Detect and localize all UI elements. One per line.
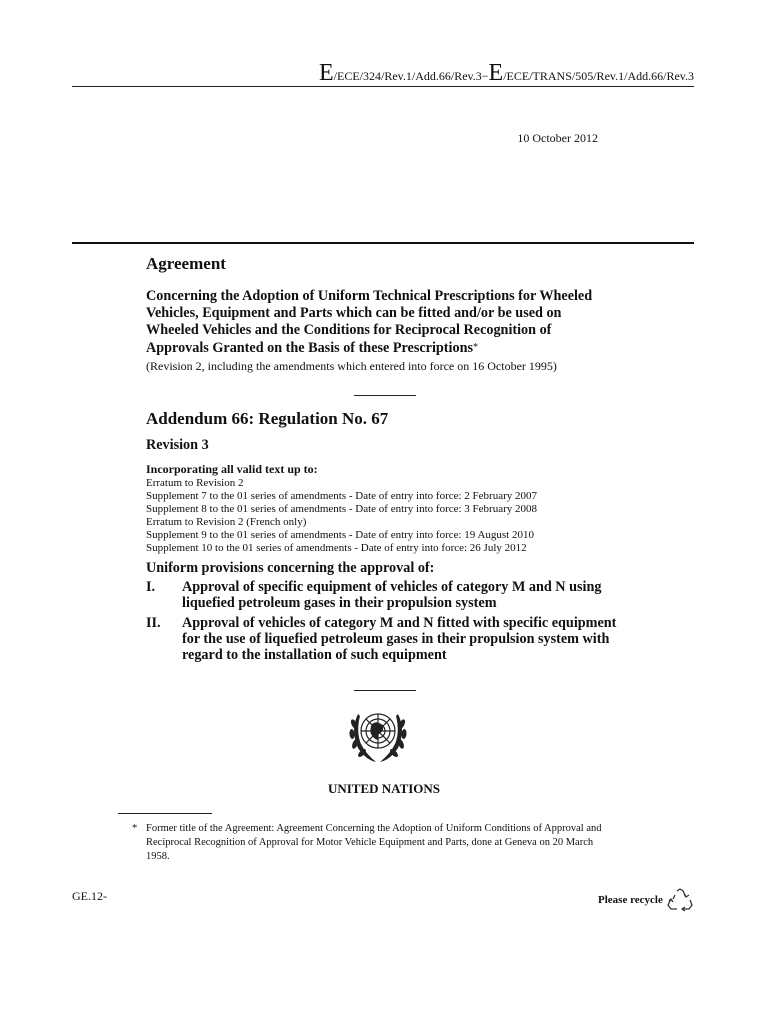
provision-item	[146, 615, 622, 663]
agreement-subtitle	[146, 288, 616, 357]
supplement-item: Supplement 10 to the 01 series of amendments - Date of entry into force: 26 July 2012	[146, 541, 527, 554]
title-rule	[72, 242, 694, 244]
revision-label: Revision 3	[146, 437, 209, 453]
supplement-list	[146, 477, 537, 554]
document-date: 10 October 2012	[517, 131, 598, 145]
provision-text: Approval of vehicles of category M and N fitted with specific equipment for the use of liquefied petroleum gases in their propulsion system with regard to the installation of such equipment	[182, 615, 617, 663]
symbol-letter-1: E	[318, 60, 334, 86]
document-symbol	[319, 60, 694, 87]
footnote-mark: *	[132, 823, 138, 834]
footnote	[132, 822, 616, 864]
supplement-item: Supplement 9 to the 01 series of amendments - Date of entry into force: 19 August 2010	[146, 528, 534, 541]
symbol-separator: −	[481, 69, 489, 83]
addendum-title: Addendum 66: Regulation No. 67	[146, 409, 389, 428]
separator-rule	[354, 690, 416, 691]
agreement-title: Agreement	[146, 254, 226, 273]
symbol-letter-2: E	[488, 60, 504, 86]
incorporating-heading: Incorporating all valid text up to:	[146, 462, 318, 476]
job-number: GE.12-	[72, 889, 107, 903]
revision-note: (Revision 2, including the amendments which entered into force on 16 October 1995)	[146, 359, 557, 373]
footnote-reference: *	[472, 342, 478, 353]
provision-number: I.	[146, 579, 156, 595]
supplement-item: Supplement 7 to the 01 series of amendments - Date of entry into force: 2 February 2007	[146, 489, 538, 502]
recycle-icon	[667, 888, 693, 912]
recycle-label: Please recycle	[598, 894, 663, 906]
provision-text: Approval of specific equipment of vehicles of category M and N using liquefied petroleum gases in their propulsion system	[182, 579, 602, 611]
symbol-code-2: /ECE/TRANS/505/Rev.1/Add.66/Rev.3	[503, 69, 694, 83]
supplement-item: Erratum to Revision 2 (French only)	[146, 515, 307, 528]
agreement-subtitle-text: Concerning the Adoption of Uniform Technical Prescriptions for Wheeled Vehicles, Equipment and Parts which can be fitted and/or be used on Wheeled Vehicles and the Conditions for Reciprocal Recognition of Approvals Granted on the Basis of these Prescriptions	[146, 288, 593, 356]
recycle-notice	[598, 888, 693, 912]
header-rule	[72, 86, 694, 87]
symbol-code-1: /ECE/324/Rev.1/Add.66/Rev.3	[333, 69, 482, 83]
provision-item	[146, 579, 622, 611]
separator-rule	[354, 395, 416, 396]
un-emblem-icon	[344, 700, 412, 770]
provision-number: II.	[146, 615, 161, 631]
provisions-heading: Uniform provisions concerning the approval of:	[146, 560, 435, 576]
supplement-item: Erratum to Revision 2	[146, 477, 244, 489]
supplement-item: Supplement 8 to the 01 series of amendments - Date of entry into force: 3 February 2008	[146, 502, 538, 515]
organization-name: UNITED NATIONS	[327, 781, 441, 796]
footnote-text: Former title of the Agreement: Agreement Concerning the Adoption of Uniform Conditions of Approval and Reciprocal Recognition of Approval for Motor Vehicle Equipment and Parts, done at Geneva on 20 March 1958.	[146, 823, 602, 862]
footnote-rule	[118, 813, 212, 814]
